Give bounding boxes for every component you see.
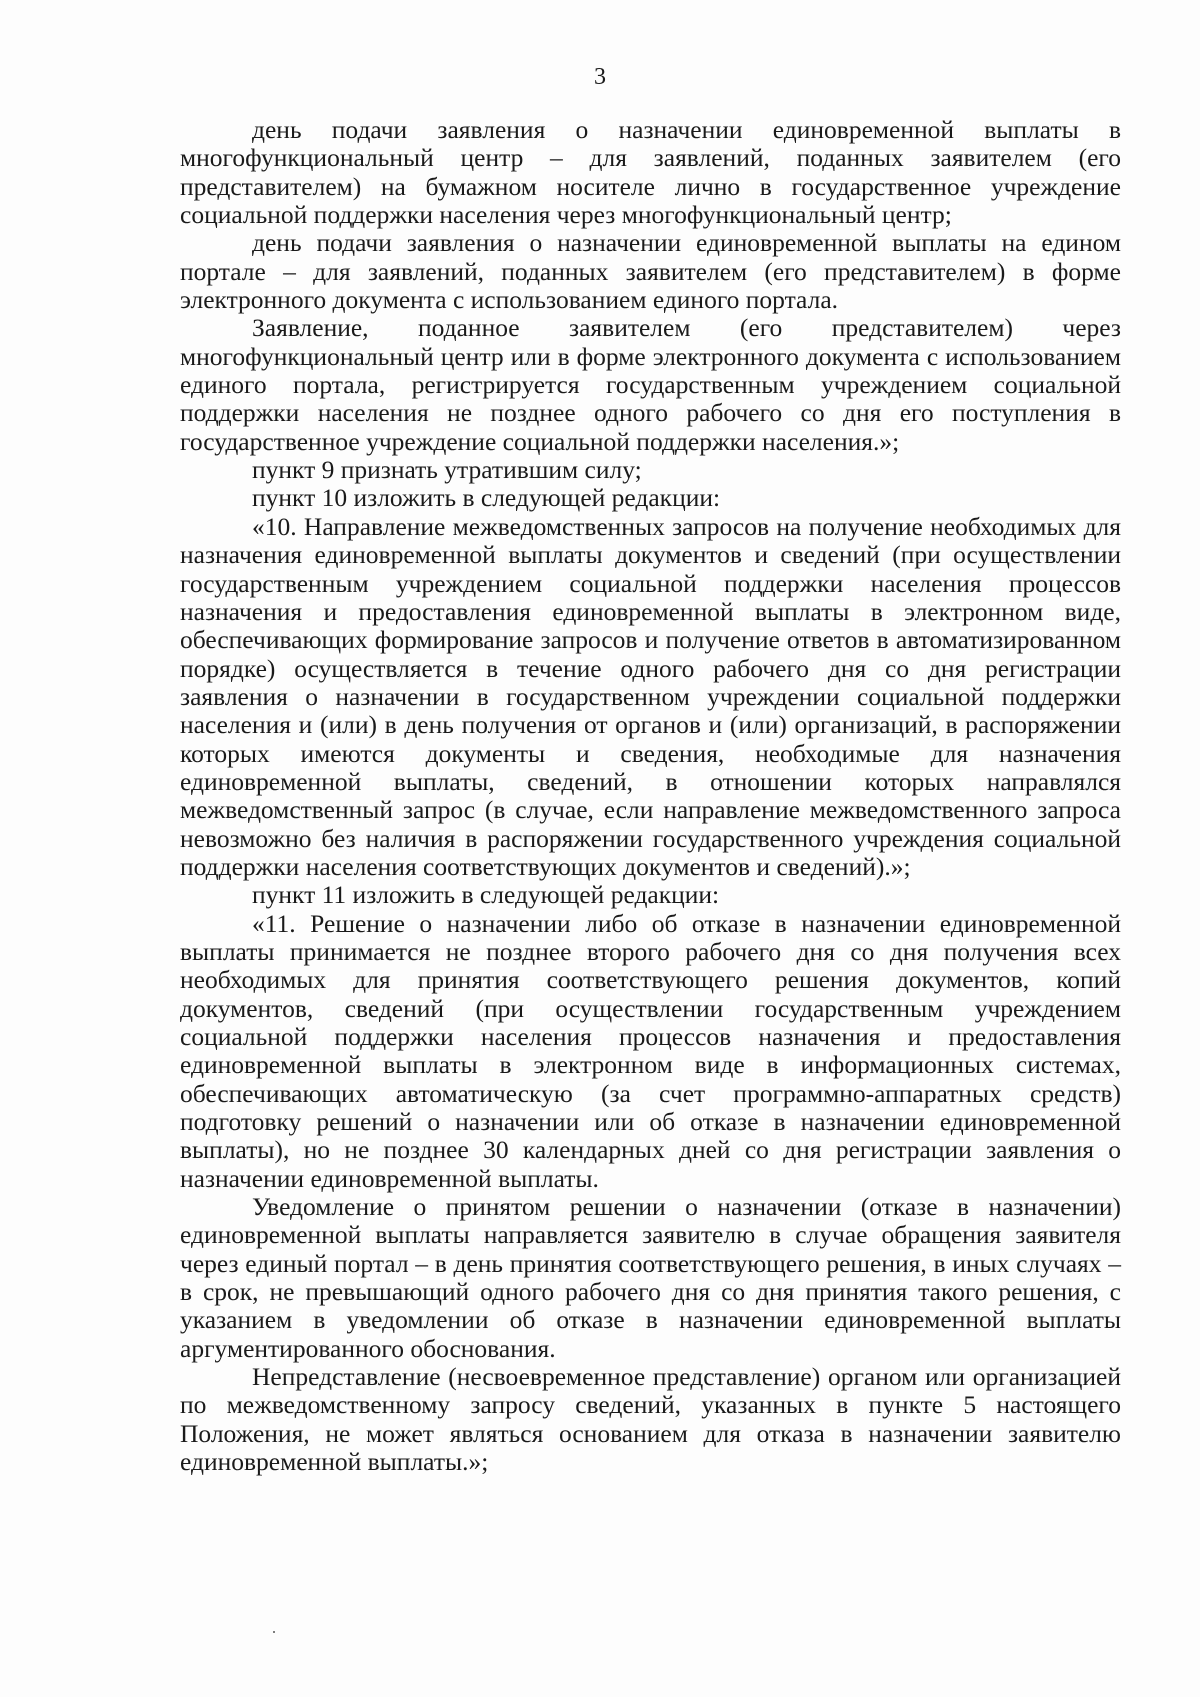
paragraph: день подачи заявления о назначении единовременной выплаты в многофункциональный центр – для заявлений, поданных заявителем (его представителем) на бумажном носителе лично в государственное учреждение социальной поддержки населения через многофункциональный центр; <box>180 115 1121 230</box>
document-body <box>180 116 1121 1477</box>
paragraph: пункт 10 изложить в следующей редакции: <box>252 483 721 513</box>
paragraph: пункт 9 признать утратившим силу; <box>252 455 642 485</box>
paragraph: Заявление, поданное заявителем (его представителем) через многофункциональный центр или в форме электронного документа с использованием единого портала, регистрируется государственным учреждением социальной поддержки населения не позднее одного рабочего со дня его поступления в государственное учреждение социальной поддержки населения.»; <box>180 313 1121 456</box>
paragraph: Непредставление (несвоевременное представление) органом или организацией по межведомственному запросу сведений, указанных в пункте 5 настоящего Положения, не может являться основанием для отказа в назначении заявителю единовременной выплаты.»; <box>180 1362 1121 1477</box>
paragraph: «10. Направление межведомственных запросов на получение необходимых для назначения единовременной выплаты документов и сведений (при осуществлении государственным учреждением социальной поддержки населения процессов назначения и предоставления единовременной выплаты в электронном виде, обеспечивающих формирование запросов и получение ответов в автоматизированном порядке) осуществляется в течение одного рабочего дня со дня регистрации заявления о назначении в государственном учреждении социальной поддержки населения и (или) в день получения от органов и (или) организаций, в распоряжении которых имеются документы и сведения, необходимые для назначения единовременной выплаты, сведений, в отношении которых направлялся межведомственный запрос (в случае, если направление межведомственного запроса невозможно без наличия в распоряжении государственного учреждения социальной поддержки населения соответствующих документов и сведений).»; <box>180 511 1121 881</box>
page-number: 3 <box>594 64 606 90</box>
scan-speck <box>273 1631 275 1633</box>
paragraph: день подачи заявления о назначении единовременной выплаты на едином портале – для заявлений, поданных заявителем (его представителем) в форме электронного документа с использованием единого портала. <box>180 228 1121 315</box>
paragraph: «11. Решение о назначении либо об отказе в назначении единовременной выплаты принимается не позднее второго рабочего дня со дня получения всех необходимых для принятия соответствующего решения документов, копий документов, сведений (при осуществлении государственным учреждением социальной поддержки населения процессов назначения и предоставления единовременной выплаты в электронном виде в информационных системах, обеспечивающих автоматическую (за счет программно-аппаратных средств) подготовку решений о назначении или об отказе в назначении единовременной выплаты), но не позднее 30 календарных дней со дня регистрации заявления о назначении единовременной выплаты. <box>180 908 1121 1193</box>
paragraph: пункт 11 изложить в следующей редакции: <box>252 880 720 910</box>
paragraph: Уведомление о принятом решении о назначении (отказе в назначении) единовременной выплаты направляется заявителю в случае обращения заявителя через единый портал – в день принятия соответствующего решения, в иных случаях – в срок, не превышающий одного рабочего дня со дня принятия такого решения, с указанием в уведомлении об отказе в назначении единовременной выплаты аргументированного обоснования. <box>180 1192 1121 1363</box>
